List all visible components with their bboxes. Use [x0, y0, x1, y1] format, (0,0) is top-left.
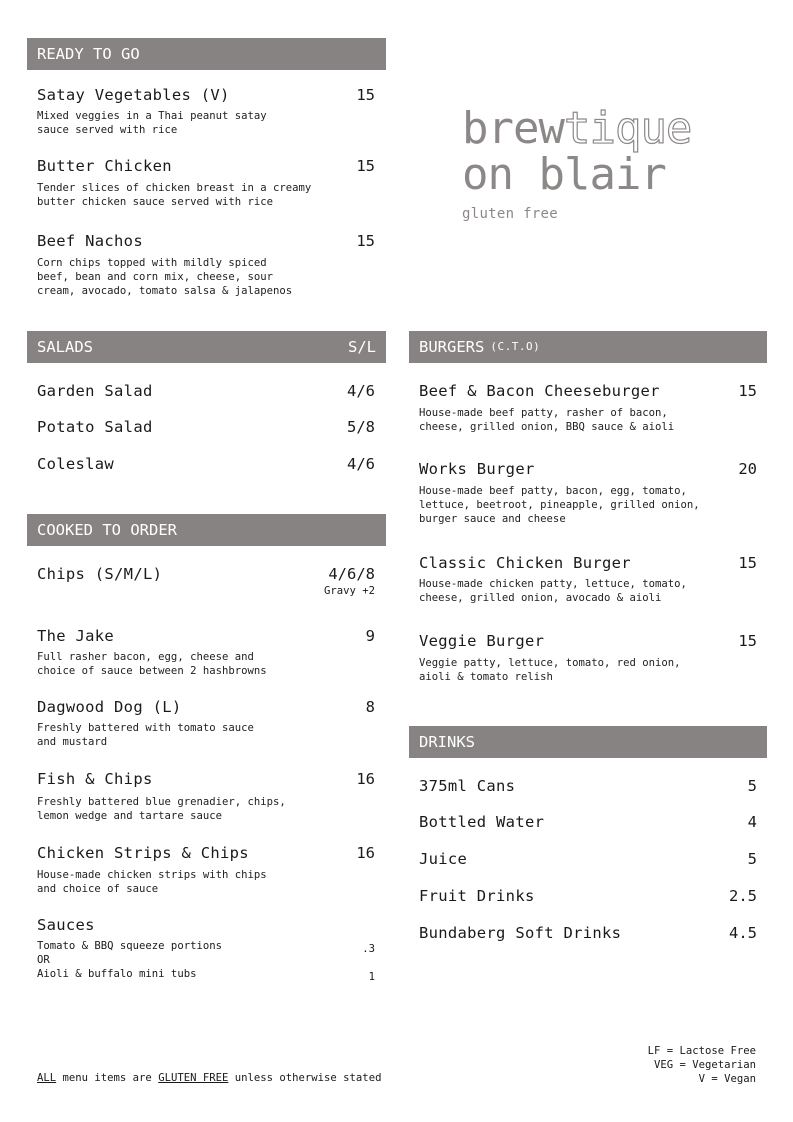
section-header-cooked-to-order — [27, 514, 386, 546]
item-name: Classic Chicken Burger — [419, 554, 631, 572]
item-price: 4/6 — [347, 382, 375, 400]
menu-item-classic-chicken-burger — [419, 554, 757, 605]
gravy-note: Gravy +2 — [323, 585, 375, 597]
legend-vegetarian: VEG = Vegetarian — [653, 1059, 756, 1071]
item-description: Freshly battered with tomato sauce and mustard — [37, 722, 254, 748]
menu-item-chicken-strips — [37, 844, 375, 896]
item-price: 9 — [365, 627, 375, 645]
item-description: Freshly battered blue grenadier, chips, lemon wedge and tartare sauce — [37, 796, 286, 822]
item-name: The Jake — [37, 627, 115, 645]
sauce-price-1: .3 — [362, 943, 375, 955]
section-title: DRINKS — [419, 733, 475, 751]
item-name: Garden Salad — [37, 382, 153, 400]
section-header-burgers — [409, 331, 767, 363]
item-price: 5/8 — [347, 418, 375, 436]
brand-tagline: gluten free — [462, 206, 559, 222]
item-name: Veggie Burger — [419, 632, 545, 650]
menu-item-beef-nachos — [37, 232, 375, 298]
menu-item-bottled-water — [419, 813, 757, 831]
item-price: 4/6/8 — [328, 565, 375, 583]
item-price: 4.5 — [729, 924, 757, 942]
item-price: 5 — [747, 850, 757, 868]
legend — [648, 1044, 756, 1086]
item-price: 5 — [747, 777, 757, 795]
menu-item-cans — [419, 777, 757, 795]
section-title: COOKED TO ORDER — [37, 521, 177, 539]
footer-gluten-free-note — [37, 1071, 381, 1085]
item-description: Corn chips topped with mildly spiced beef, bean and corn mix, cheese, sour cream, avocado, tomato salsa & jalapenos — [37, 257, 293, 297]
item-price: 15 — [738, 554, 757, 572]
item-price: 20 — [738, 460, 757, 478]
item-description: House-made beef patty, bacon, egg, tomato, lettuce, beetroot, pineapple, grilled onion, burger sauce and cheese — [419, 485, 700, 525]
item-name: Works Burger — [419, 460, 535, 478]
menu-item-dagwood-dog — [37, 698, 375, 749]
item-name: Beef Nachos — [37, 232, 143, 250]
footer-text-2: unless otherwise stated — [228, 1072, 382, 1084]
item-name: Dagwood Dog (L) — [37, 698, 182, 716]
size-label: S/L — [348, 338, 376, 356]
brand-word-tique: tique — [563, 103, 692, 154]
item-name: Bottled Water — [419, 813, 545, 831]
item-name: Coleslaw — [37, 455, 115, 473]
section-title: SALADS — [37, 338, 93, 356]
brand-line-2: on blair — [462, 149, 666, 200]
menu-item-beef-bacon-cheeseburger — [419, 382, 757, 434]
item-price: 15 — [356, 232, 375, 250]
item-name: Beef & Bacon Cheeseburger — [419, 382, 660, 400]
item-name: Satay Vegetables (V) — [37, 86, 230, 104]
item-price: 15 — [738, 632, 757, 650]
item-description: House-made beef patty, rasher of bacon, cheese, grilled onion, BBQ sauce & aioli — [419, 407, 675, 433]
item-price: 4 — [747, 813, 757, 831]
item-description: Veggie patty, lettuce, tomato, red onion, aioli & tomato relish — [419, 657, 681, 683]
menu-item-bundaberg — [419, 924, 757, 942]
item-description: Full rasher bacon, egg, cheese and choice of sauce between 2 hashbrowns — [37, 651, 267, 677]
item-name: Sauces — [37, 916, 95, 934]
item-name: Butter Chicken — [37, 157, 172, 175]
menu-item-fruit-drinks — [419, 887, 757, 905]
brand-logo — [462, 103, 692, 222]
menu-item-fish-and-chips — [37, 770, 375, 823]
brand-word-brew: brew — [462, 103, 564, 154]
sauce-line-1: Tomato & BBQ squeeze portions — [37, 940, 222, 952]
item-name: Fish & Chips — [37, 770, 153, 788]
item-name: Potato Salad — [37, 418, 153, 436]
item-name: 375ml Cans — [419, 777, 516, 795]
menu-item-works-burger — [419, 460, 757, 526]
footer-text-1: menu items are — [56, 1072, 159, 1084]
sauce-price-2: 1 — [368, 971, 375, 983]
item-description: Tender slices of chicken breast in a creamy butter chicken sauce served with rice — [37, 182, 312, 208]
menu-item-coleslaw — [37, 455, 375, 473]
section-title: READY TO GO — [37, 45, 140, 63]
legend-vegan: V = Vegan — [698, 1073, 756, 1085]
item-price: 4/6 — [347, 455, 375, 473]
menu-item-chips — [37, 565, 375, 597]
menu-item-sauces — [37, 916, 375, 981]
item-description: Mixed veggies in a Thai peanut satay sauce served with rice — [37, 110, 267, 136]
section-subtitle: (C.T.O) — [490, 340, 541, 353]
menu-item-the-jake — [37, 627, 375, 678]
menu-item-garden-salad — [37, 382, 375, 400]
menu-item-butter-chicken — [37, 157, 375, 209]
item-name: Bundaberg Soft Drinks — [419, 924, 622, 942]
item-price: 15 — [356, 157, 375, 175]
sauce-line-2: Aioli & buffalo mini tubs — [37, 968, 197, 980]
brand-line-1 — [462, 103, 692, 154]
item-name: Chicken Strips & Chips — [37, 844, 249, 862]
item-name: Fruit Drinks — [419, 887, 535, 905]
legend-lactose-free: LF = Lactose Free — [647, 1045, 756, 1057]
item-name: Chips (S/M/L) — [37, 565, 163, 583]
footer-gluten-free: GLUTEN FREE — [158, 1072, 229, 1084]
sauce-or: OR — [37, 954, 50, 966]
item-price: 8 — [365, 698, 375, 716]
item-price: 15 — [356, 86, 375, 104]
item-description: House-made chicken patty, lettuce, tomato, cheese, grilled onion, avocado & aioli — [419, 578, 687, 604]
section-header-salads — [27, 331, 386, 363]
item-price: 16 — [356, 844, 375, 862]
footer-all: ALL — [37, 1072, 57, 1084]
item-description: House-made chicken strips with chips and choice of sauce — [37, 869, 267, 895]
item-price: 15 — [738, 382, 757, 400]
menu-item-veggie-burger — [419, 632, 757, 684]
menu-item-juice — [419, 850, 757, 868]
item-price: 2.5 — [729, 887, 757, 905]
section-header-drinks — [409, 726, 767, 758]
section-header-ready-to-go — [27, 38, 386, 70]
section-title: BURGERS — [419, 338, 485, 356]
menu-item-satay-vegetables — [37, 86, 375, 137]
item-name: Juice — [419, 850, 468, 868]
menu-item-potato-salad — [37, 418, 375, 436]
item-price: 16 — [356, 770, 375, 788]
